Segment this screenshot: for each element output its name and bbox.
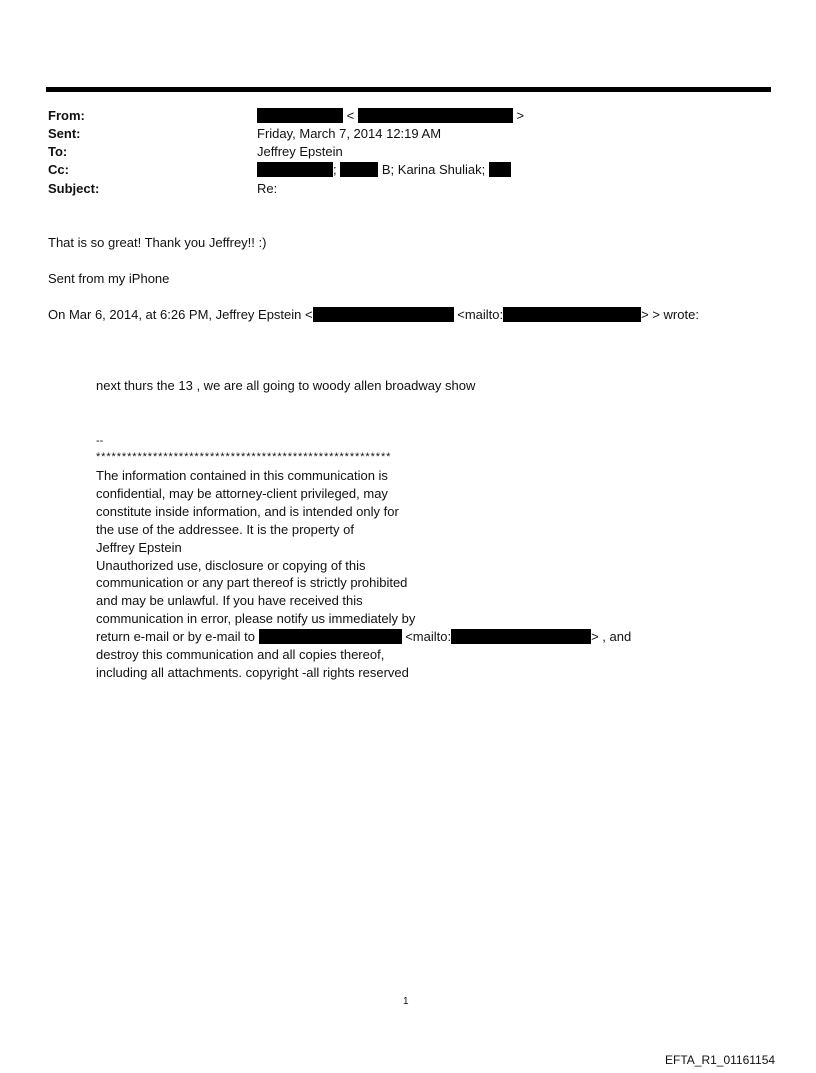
quote-prefix: On Mar 6, 2014, at 6:26 PM, Jeffrey Epstein <	[48, 307, 313, 322]
quote-attribution	[48, 306, 699, 324]
subject-label: Subject:	[48, 181, 100, 196]
subject-value: Re:	[257, 181, 278, 196]
redaction-block	[503, 307, 641, 322]
disclaimer-line: communication or any part thereof is strictly prohibited	[96, 575, 408, 591]
disclaimer-mailto: <mailto:	[405, 629, 452, 645]
disclaimer-line: communication in error, please notify us immediately by	[96, 611, 416, 627]
sent-value: Friday, March 7, 2014 12:19 AM	[257, 126, 442, 141]
redaction-block	[257, 108, 343, 123]
disclaimer-line: Jeffrey Epstein	[96, 539, 182, 555]
disclaimer-line: constitute inside information, and is intended only for	[96, 503, 399, 519]
document-id: EFTA_R1_01161154	[665, 1053, 776, 1067]
signature-dash: --	[96, 435, 104, 447]
sent-label: Sent:	[48, 126, 81, 141]
sent-from-line: Sent from my iPhone	[48, 271, 170, 286]
from-gt: >	[516, 108, 525, 123]
header-rule	[46, 87, 771, 92]
to-value: Jeffrey Epstein	[257, 144, 343, 159]
disclaimer-line: including all attachments. copyright -all rights reserved	[96, 664, 409, 680]
disclaimer	[96, 467, 631, 682]
redaction-block	[259, 629, 402, 644]
disclaimer-line: The information contained in this communication is	[96, 468, 388, 483]
cc-label: Cc:	[48, 162, 69, 177]
redaction-block	[257, 162, 333, 177]
disclaimer-contact-suffix: > , and	[591, 629, 632, 645]
redaction-block	[451, 629, 591, 644]
from-label: From:	[48, 108, 85, 123]
message-text: next thurs the 13 , we are all going to woody allen broadway show	[96, 378, 476, 393]
cc-value	[257, 161, 511, 179]
disclaimer-line: the use of the addressee. It is the property of	[96, 521, 354, 537]
disclaimer-line: confidential, may be attorney-client privileged, may	[96, 485, 388, 501]
page-number: 1	[403, 996, 409, 1007]
from-value	[257, 107, 524, 125]
cc-sep: ;	[333, 162, 337, 177]
signature-stars: *********************************************************	[96, 451, 392, 463]
quote-suffix: > > wrote:	[641, 307, 699, 322]
reply-line: That is so great! Thank you Jeffrey!! :)	[48, 235, 267, 250]
disclaimer-line: and may be unlawful. If you have received this	[96, 593, 363, 609]
redaction-block	[489, 162, 511, 177]
disclaimer-contact-prefix: return e-mail or by e-mail to	[96, 629, 255, 645]
quote-mailto: <mailto:	[457, 307, 504, 322]
disclaimer-line: destroy this communication and all copies thereof,	[96, 647, 385, 663]
disclaimer-line-contact	[96, 628, 631, 646]
redaction-block	[340, 162, 378, 177]
disclaimer-line: Unauthorized use, disclosure or copying of this	[96, 557, 366, 573]
redaction-block	[313, 307, 454, 322]
cc-names: B; Karina Shuliak;	[381, 162, 486, 177]
from-lt: <	[346, 108, 355, 123]
redaction-block	[358, 108, 513, 123]
to-label: To:	[48, 144, 68, 159]
